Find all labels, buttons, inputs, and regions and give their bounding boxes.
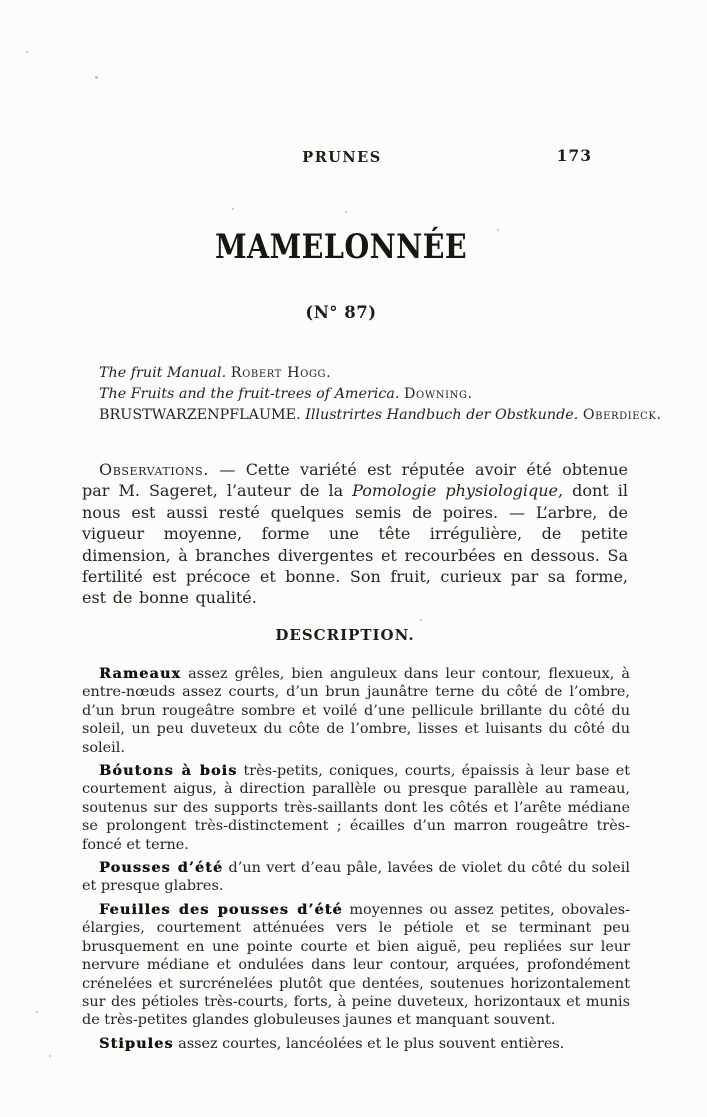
text-run: — Cette variété est réputée avoir été obtenue par M. Sageret, l’auteur de la — [82, 460, 628, 501]
reference-item — [99, 384, 619, 405]
page-number: 173 — [556, 146, 592, 165]
text-run: Bóutons à bois — [99, 762, 238, 780]
text-run: Illustrirtes Handbuch der Obstkunde. — [305, 407, 579, 423]
scan-speck — [36, 1011, 38, 1013]
text-run: d’un vert d’eau pâle, lavées de violet du côté du soleil et presque glabres. — [82, 860, 630, 895]
page-header — [82, 147, 602, 166]
text-run: Oberdieck. — [582, 407, 662, 423]
text-run: BRUSTWARZENPFLAUME. — [99, 407, 306, 423]
text-run: The fruit Manual. — [99, 365, 227, 381]
reference-item — [99, 405, 662, 426]
scan-speck — [26, 51, 28, 53]
scan-speck — [420, 619, 422, 621]
text-run: moyennes ou assez petites, obovales-élargies, courtement atténuées vers le pétiole et se terminant peu brusquement en une pointe courte et bien aiguë, peu repliées sur leur nervure médiane et ondulées dans leur contour, arquées, profondément crénelées et surcrénelées plutôt que dentées, soutenues horizontalement sur des pétioles très-courts, forts, à peine duveteux, horizontaux et munis de très-petites glandes globuleuses jaunes et manquant souvent. — [82, 901, 630, 1029]
description-body — [82, 665, 630, 1058]
text-run: Feuilles des pousses d’été — [99, 900, 343, 918]
reference-item — [99, 363, 619, 384]
scan-speck — [95, 76, 98, 79]
text-run: Downing. — [403, 386, 473, 402]
paragraph-boutons-a-bois — [82, 762, 630, 854]
variety-number: (N° 87) — [305, 303, 377, 322]
text-run: Robert Hogg. — [230, 365, 332, 381]
text-run: The Fruits and the fruit-trees of America. — [99, 386, 400, 402]
paragraph-rameaux — [82, 665, 630, 757]
description-heading: DESCRIPTION. — [275, 626, 415, 644]
text-run: Pomologie physiologique — [352, 481, 559, 501]
running-title: PRUNES — [302, 149, 382, 166]
text-run: assez grêles, bien anguleux dans leur contour, flexueux, à entre-nœuds assez courts, d’un brun jaunâtre terne du côté de l’ombre, d’un brun rougeâtre sombre et voilé d’une pellicule brillante du côté du soleil, un peu duveteux du côte de l’ombre, lisses et luisants du côté du soleil. — [82, 666, 630, 756]
reference-list — [99, 363, 662, 426]
paragraph-feuilles-des-pousses-d-ete — [82, 901, 630, 1030]
text-run: Stipules — [99, 1034, 174, 1052]
paragraph-stipules — [82, 1035, 630, 1053]
text-run: assez courtes, lancéolées et le plus souvent entières. — [173, 1035, 565, 1052]
scan-speck — [49, 1055, 51, 1057]
text-run: , dont il nous est aussi resté quelques semis de poires. — L’arbre, de vigueur moyenne, forme une tête irrégulière, de petite dimension, à branches divergentes et recourbées en dessous. Sa fertilité est précoce et bonne. Son fruit, curieux par sa forme, est de bonne qualité. — [82, 481, 628, 608]
text-run: Pousses d’été — [99, 859, 224, 877]
text-run: Observations. — [99, 460, 209, 479]
variety-title: MAMELONNÉE — [214, 227, 468, 267]
text-run: très-petits, coniques, courts, épaissis à leur base et courtement aigus, à direction parallèle ou presque parallèle au rameau, soutenus sur des supports très-saillants dont les côtés et l’arête médiane se prolongent très-distinctement ; écailles d’un marron rougeâtre très-foncé et terne. — [82, 763, 630, 853]
scan-speck — [232, 208, 234, 210]
paragraph-pousses-d-ete — [82, 859, 630, 896]
observations-paragraph — [82, 459, 628, 609]
variety-title-block — [82, 227, 600, 267]
text-run: Rameaux — [99, 665, 182, 682]
scan-speck — [345, 211, 347, 213]
scan-speck — [497, 229, 499, 231]
